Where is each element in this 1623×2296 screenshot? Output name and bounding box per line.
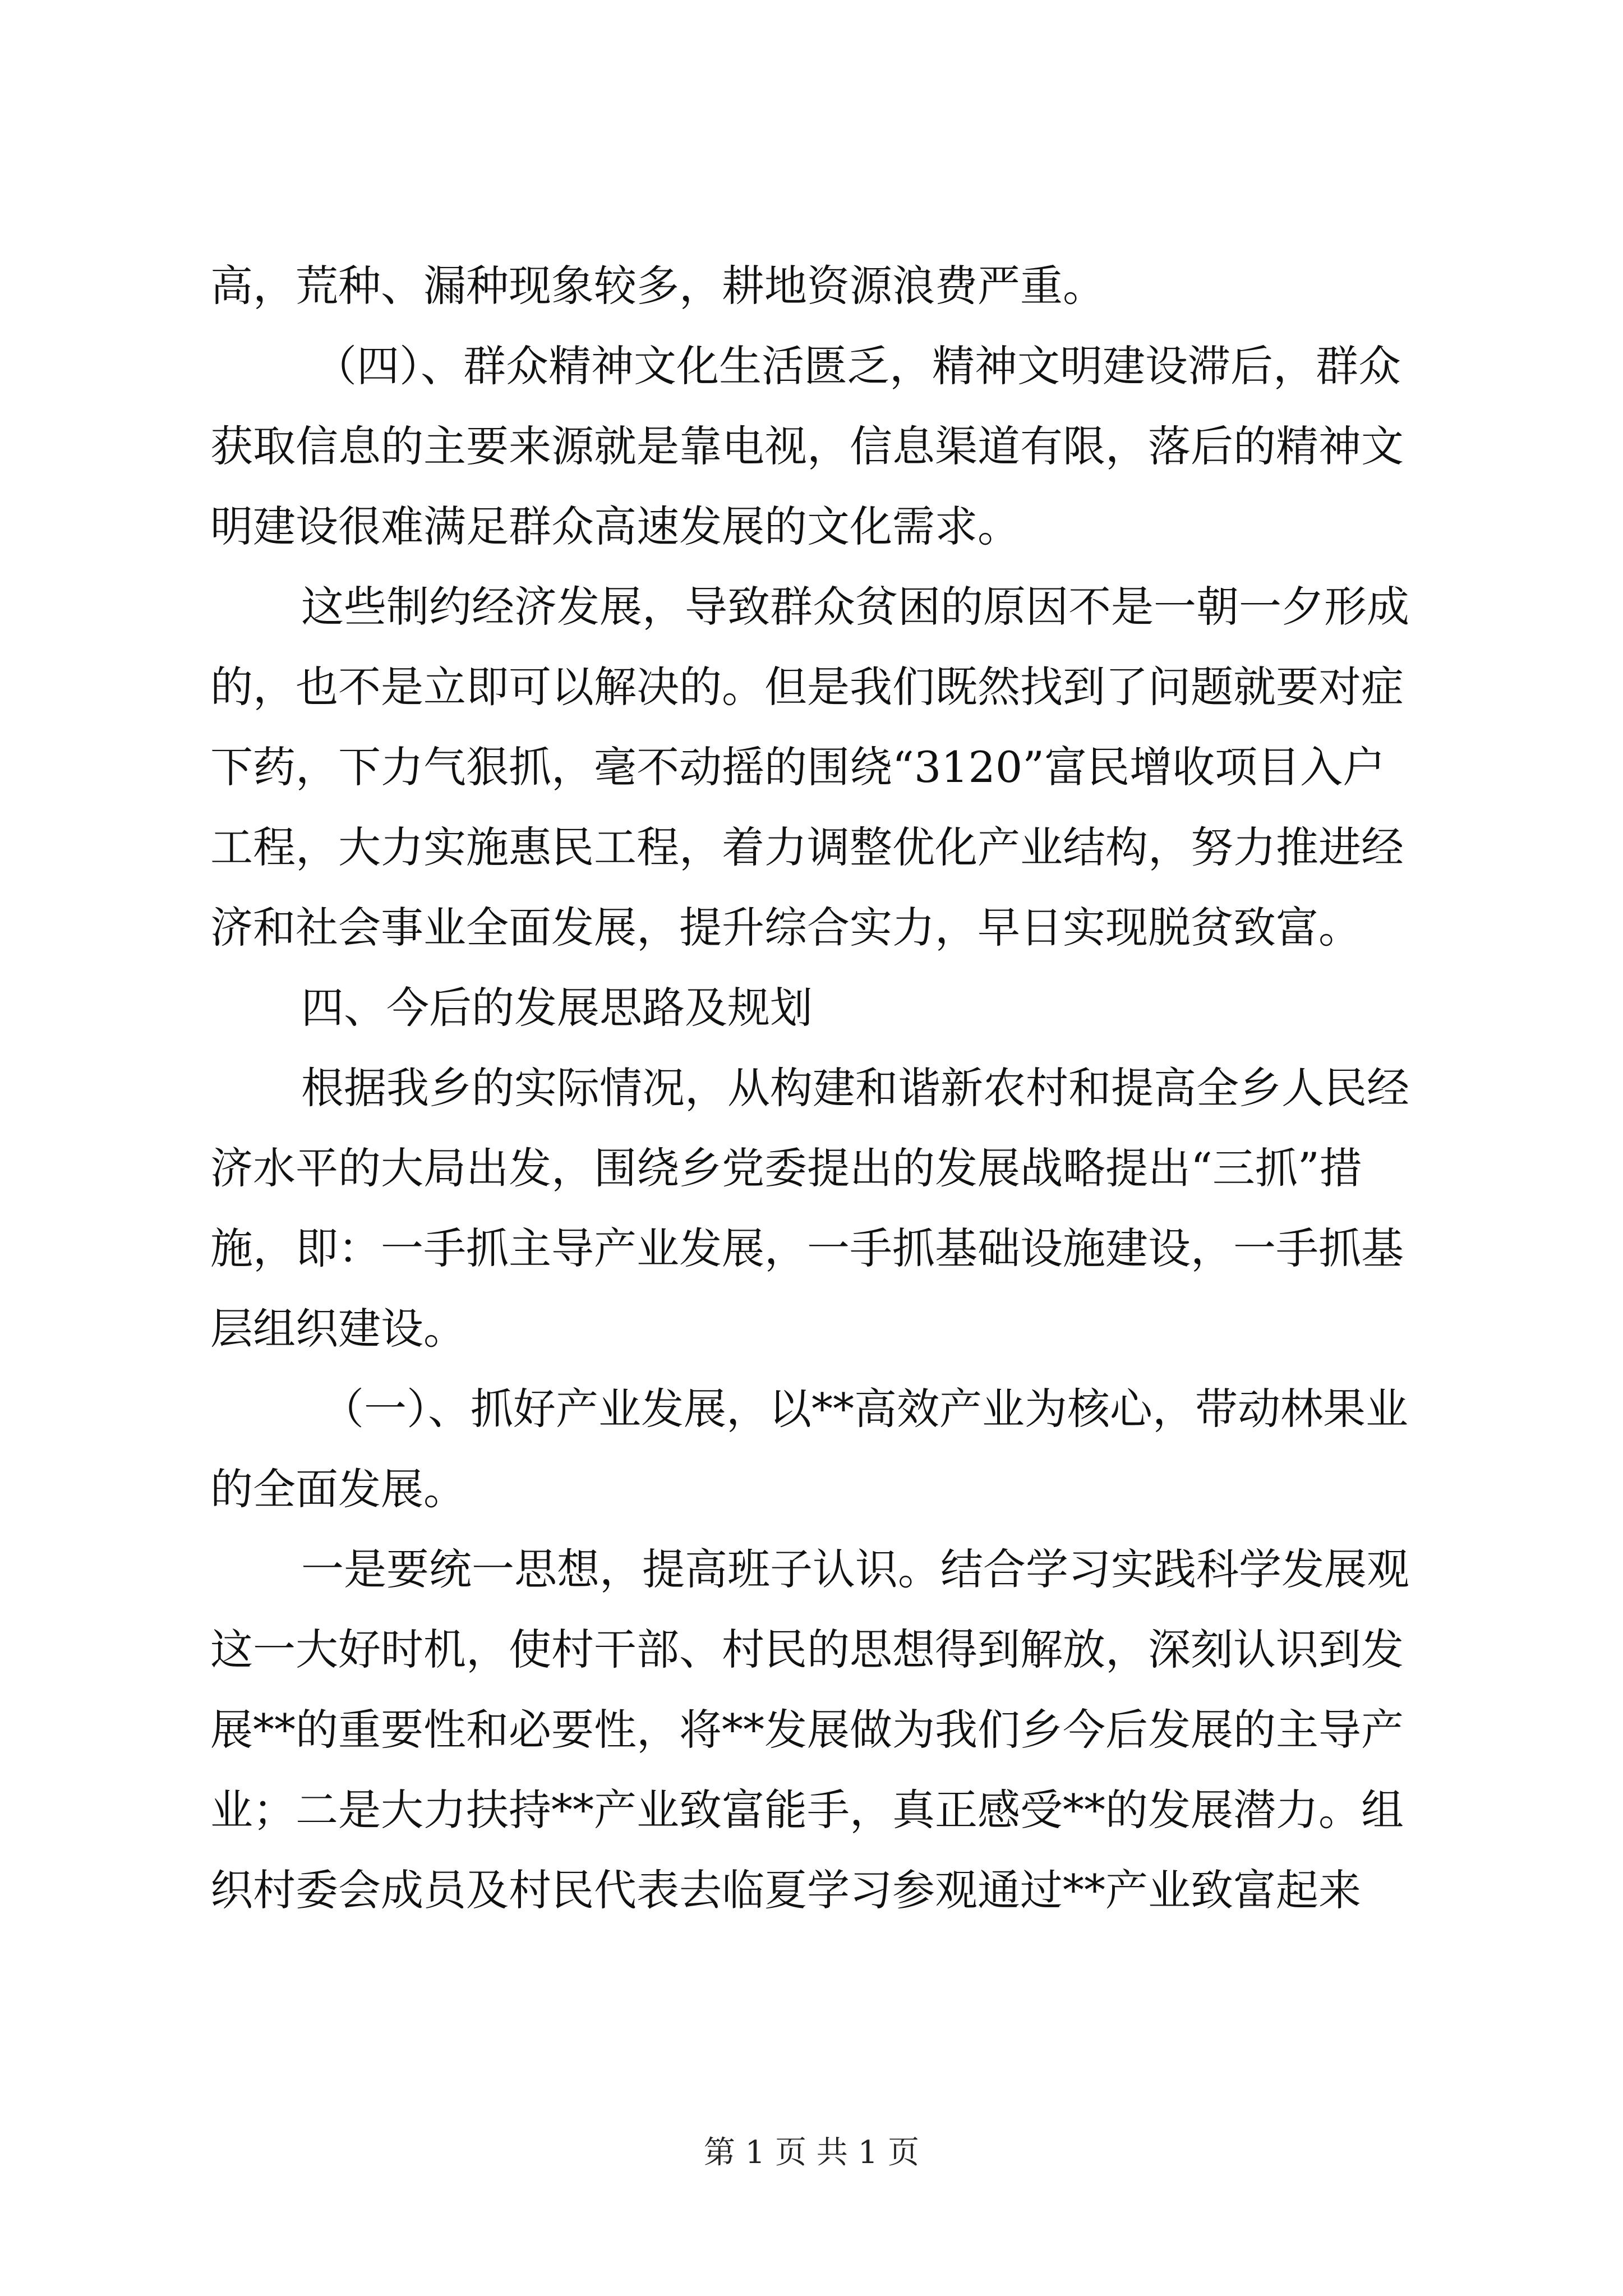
text-line: 高，荒种、漏种现象较多，耕地资源浪费严重。 <box>210 261 1105 311</box>
text-line: 的全面发展。 <box>210 1464 466 1514</box>
text-line: 一是要统一思想，提高班子认识。结合学习实践科学发展观 <box>301 1544 1409 1594</box>
text-line: 业；二是大力扶持**产业致富能手，真正感受**的发展潜力。组 <box>210 1785 1404 1835</box>
text-line: 展**的重要性和必要性，将**发展做为我们乡今后发展的主导产 <box>210 1705 1404 1755</box>
text-line: 明建设很难满足群众高速发展的文化需求。 <box>210 501 1020 551</box>
text-line: 这些制约经济发展，导致群众贫困的原因不是一朝一夕形成 <box>301 582 1409 632</box>
subsection-heading: （一）、抓好产业发展，以**高效产业为核心，带动林果业 <box>321 1384 1408 1434</box>
page-footer: 第 1 页 共 1 页 <box>703 2134 920 2171</box>
text-line: 济和社会事业全面发展，提升综合实力，早日实现脱贫致富。 <box>210 903 1361 953</box>
text-line: 下药，下力气狠抓，毫不动摇的围绕“3120”富民增收项目入户 <box>210 742 1386 792</box>
text-line: 的，也不是立即可以解决的。但是我们既然找到了问题就要对症 <box>210 662 1404 712</box>
document-body <box>210 246 1422 1930</box>
text-line: （四）、群众精神文化生活匮乏，精神文明建设滞后，群众 <box>314 341 1401 391</box>
text-line: 施，即：一手抓主导产业发展，一手抓基础设施建设，一手抓基 <box>210 1223 1404 1273</box>
text-line: 获取信息的主要来源就是靠电视，信息渠道有限，落后的精神文 <box>210 421 1404 471</box>
text-line: 济水平的大局出发，围绕乡党委提出的发展战略提出“三抓”措 <box>210 1143 1362 1193</box>
text-line: 层组织建设。 <box>210 1304 466 1354</box>
text-line: 这一大好时机，使村干部、村民的思想得到解放，深刻认识到发 <box>210 1625 1404 1674</box>
text-line: 织村委会成员及村民代表去临夏学习参观通过**产业致富起来 <box>210 1865 1361 1915</box>
section-heading: 四、今后的发展思路及规划 <box>301 983 813 1033</box>
text-line: 工程，大力实施惠民工程，着力调整优化产业结构，努力推进经 <box>210 822 1404 872</box>
text-line: 根据我乡的实际情况，从构建和谐新农村和提高全乡人民经 <box>301 1063 1409 1113</box>
